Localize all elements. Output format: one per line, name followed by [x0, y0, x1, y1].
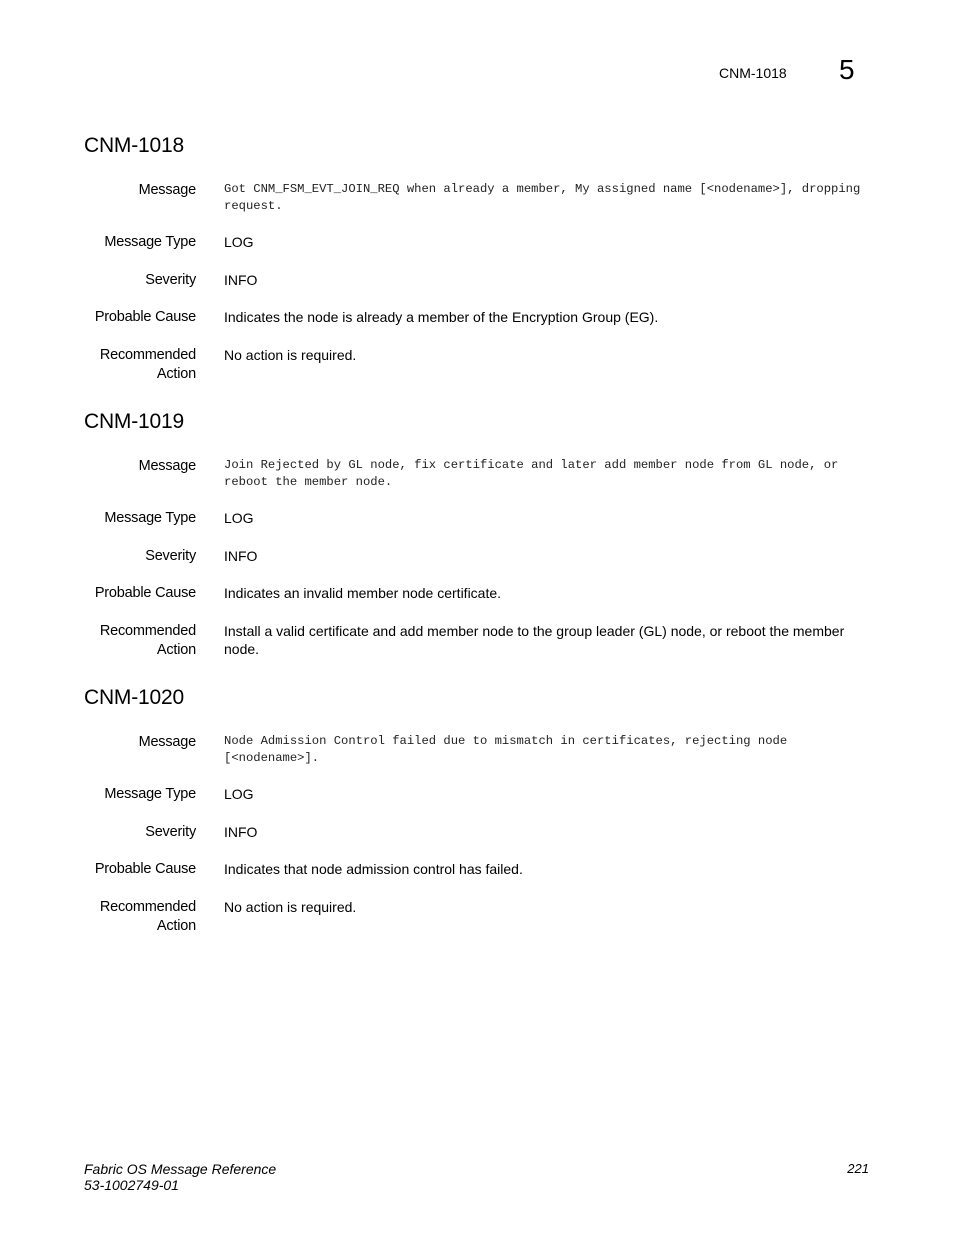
entry-heading: CNM-1018 — [84, 134, 184, 157]
message-type-value: LOG — [224, 510, 254, 526]
message-type-label: Message Type — [104, 234, 196, 250]
chapter-number: 5 — [839, 54, 855, 85]
message-type-label: Message Type — [104, 510, 196, 526]
probable-cause-value: Indicates that node admission control has failed. — [224, 861, 523, 877]
footer-document-title: Fabric OS Message Reference — [84, 1161, 277, 1177]
message-type-value: LOG — [224, 234, 254, 250]
message-type-label: Message Type — [104, 786, 196, 802]
recommended-action-value: Install a valid certificate and add member node to the group leader (GL) node, or reboot the member node. — [224, 623, 845, 657]
recommended-action-label — [66, 622, 196, 660]
severity-label: Severity — [145, 272, 196, 288]
entry-heading: CNM-1019 — [84, 410, 184, 433]
severity-label: Severity — [145, 548, 196, 564]
severity-value: INFO — [224, 272, 258, 288]
message-text: Got CNM_FSM_EVT_JOIN_REQ when already a member, My assigned name [<nodename>], dropping request. — [224, 182, 861, 213]
message-type-value: LOG — [224, 786, 254, 802]
footer-document-number: 53-1002749-01 — [84, 1177, 179, 1193]
severity-value: INFO — [224, 824, 258, 840]
probable-cause-value: Indicates the node is already a member of the Encryption Group (EG). — [224, 309, 659, 325]
recommended-label-line1: Recommended — [99, 347, 196, 363]
recommended-label-line1: Recommended — [99, 623, 196, 639]
recommended-action-label — [66, 346, 196, 384]
recommended-label-line2: Action — [156, 366, 196, 382]
message-text: Join Rejected by GL node, fix certificate and later add member node from GL node, or reboot the member node. — [224, 458, 839, 489]
probable-cause-label: Probable Cause — [94, 585, 196, 601]
entry-heading: CNM-1020 — [84, 686, 184, 709]
recommended-label-line1: Recommended — [99, 899, 196, 915]
severity-label: Severity — [145, 824, 196, 840]
message-label: Message — [138, 458, 196, 474]
recommended-action-label — [66, 898, 196, 936]
message-text: Node Admission Control failed due to mismatch in certificates, rejecting node [<nodename>]. — [224, 734, 788, 765]
recommended-action-value: No action is required. — [224, 347, 357, 363]
recommended-label-line2: Action — [156, 642, 196, 658]
running-header-id: CNM-1018 — [719, 65, 787, 81]
probable-cause-value: Indicates an invalid member node certificate. — [224, 585, 502, 601]
recommended-action-value: No action is required. — [224, 899, 357, 915]
message-label: Message — [138, 734, 196, 750]
severity-value: INFO — [224, 548, 258, 564]
probable-cause-label: Probable Cause — [94, 309, 196, 325]
probable-cause-label: Probable Cause — [94, 861, 196, 877]
message-label: Message — [138, 182, 196, 198]
footer-page-number: 221 — [847, 1161, 869, 1176]
recommended-label-line2: Action — [156, 918, 196, 934]
